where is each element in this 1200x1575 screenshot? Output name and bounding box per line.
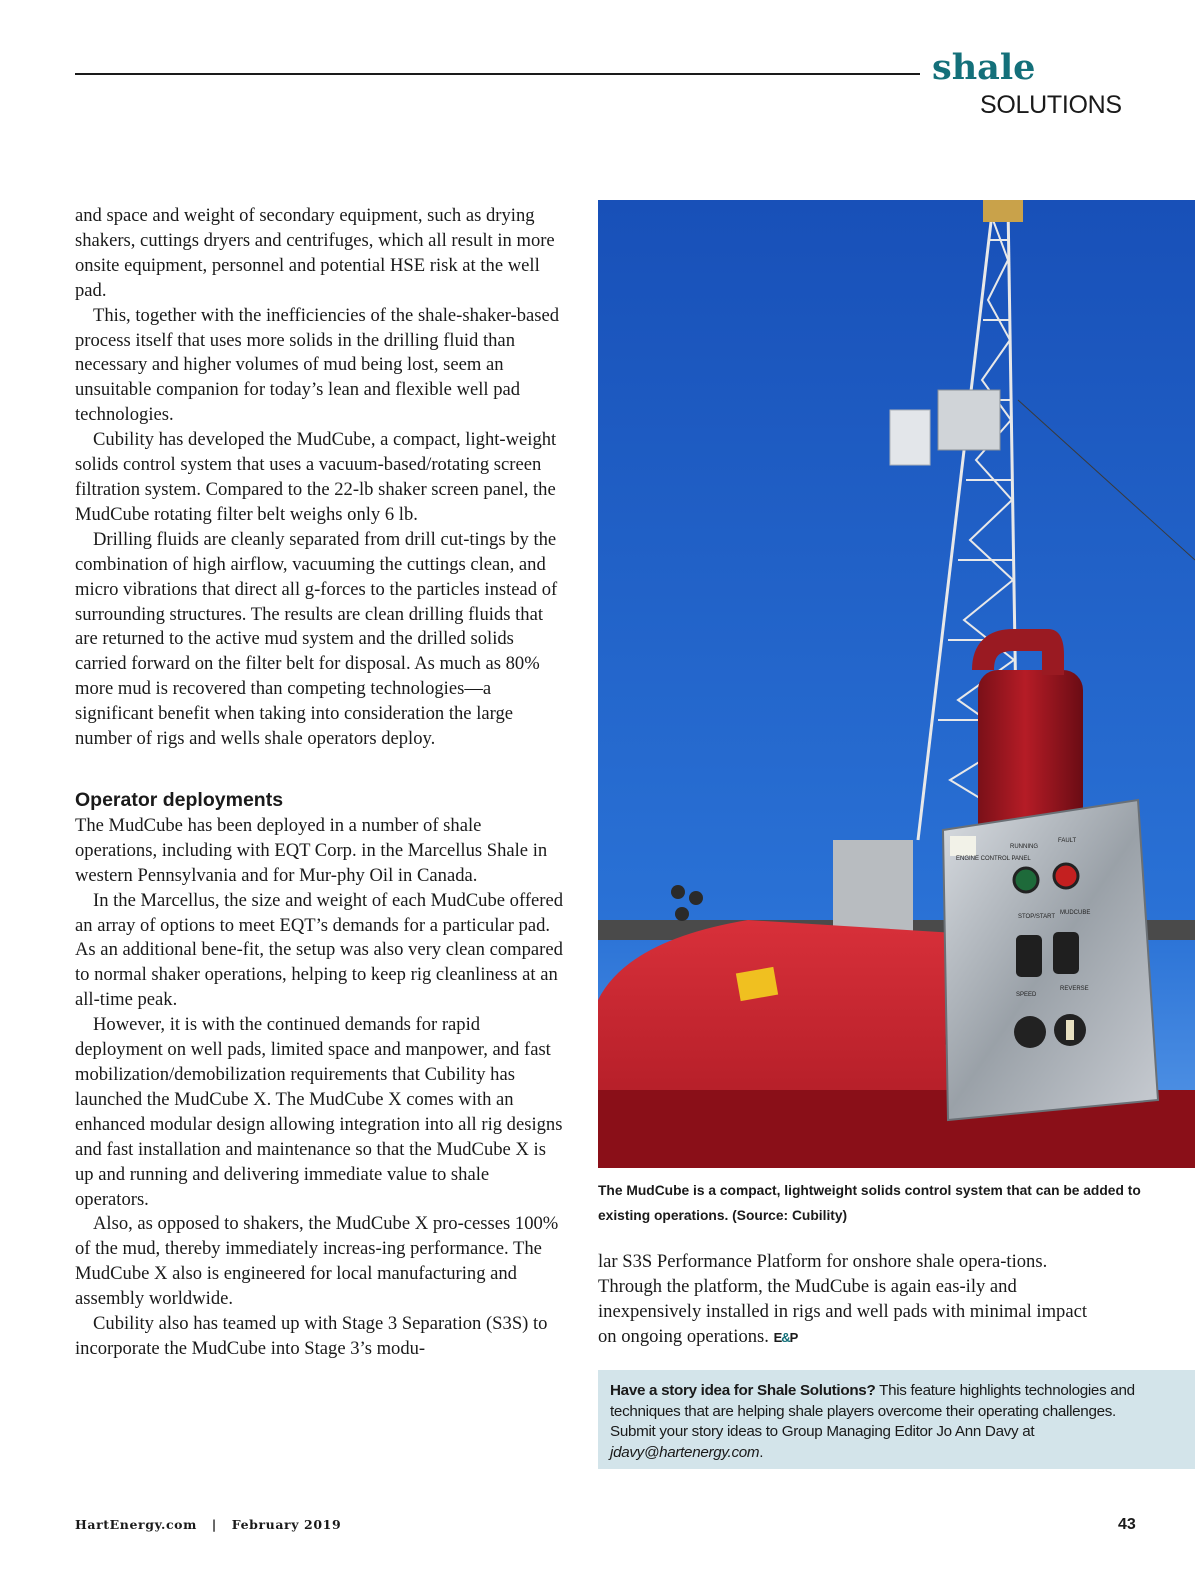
callout-body: This feature highlights technologies and techniques that are helping shale players overcome their operating challenges. Submit your story ideas to Group Managing Editor Jo Ann Davy at xyxy=(610,1382,1135,1440)
panel-label: RUNNING xyxy=(1010,844,1038,850)
header-rule xyxy=(75,73,920,75)
selector-switch-left xyxy=(1016,935,1042,977)
footer-site: HartEnergy.com xyxy=(75,1517,197,1532)
panel-label: REVERSE xyxy=(1060,986,1089,992)
end-mark-logo xyxy=(774,1330,798,1345)
callout-text xyxy=(610,1381,1155,1463)
paragraph: The MudCube has been deployed in a number of shale operations, including with EQT Corp. in the Marcellus Shale in western Pennsylvania and for Mur-phy Oil in Canada. xyxy=(75,814,548,886)
red-indicator-light xyxy=(1054,864,1078,888)
doghouse-box xyxy=(890,410,930,465)
panel-label: MUDCUBE xyxy=(1060,910,1091,916)
paragraph: However, it is with the continued demands for rapid deployment on well pads, limited space and manpower, and fast mobilization/demobilization requirements that Cubility has launched the MudCube X. The MudCube X comes with an enhanced modular design allowing integration into all rig designs and fast installation and maintenance so that the MudCube X is up and running and delivering immediate value to shale operators. xyxy=(75,1014,563,1210)
page-number: 43 xyxy=(1118,1516,1136,1533)
selector-switch-right xyxy=(1053,932,1079,974)
editor-email-link[interactable]: jdavy@hartenergy.com xyxy=(610,1443,760,1461)
end-mark-p: P xyxy=(789,1329,798,1345)
footer-date: February 2019 xyxy=(231,1517,342,1532)
figure-caption: The MudCube is a compact, lightweight solids control system that can be added to existing operations. (Source: Cubility) xyxy=(598,1183,1141,1223)
section-heading: Operator deployments xyxy=(75,788,284,811)
speed-knob xyxy=(1014,1016,1046,1048)
panel-label-bg xyxy=(950,836,976,856)
section-subtitle: SOLUTIONS xyxy=(980,91,1122,119)
callout-lead: Have a story idea for Shale Solutions? xyxy=(610,1382,876,1399)
key-slot xyxy=(1066,1020,1074,1040)
mudcube-photo xyxy=(598,200,1195,1168)
footer xyxy=(75,1517,341,1532)
section-title: shale xyxy=(932,47,1036,88)
paragraph: This, together with the inefficiencies of the shale-shaker-based process itself that uses more solids in the drilling fluid than necessary and higher volumes of mud being lost, seem an unsuitable companion for today’s lean and flexible well pad technologies. xyxy=(75,304,560,426)
panel-label: FAULT xyxy=(1058,838,1077,844)
end-mark-amp: & xyxy=(781,1329,790,1345)
paragraph: Drilling fluids are cleanly separated from drill cut-tings by the combination of high airflow, vacuuming the cuttings clean, and micro vibrations that direct all g-forces to the particles instead of surrounding structures. The results are clean drilling fluids that are returned to the active mud system and the drilled solids carried forward on the filter belt for disposal. As much as 80% more mud is recovered than competing technologies—a significant benefit when taking into consideration the large number of rigs and wells shale operators deploy. xyxy=(75,528,558,750)
body-text-before xyxy=(75,204,565,752)
paragraph xyxy=(598,1250,1088,1351)
paragraph: and space and weight of secondary equipment, such as drying shakers, cuttings dryers and centrifuges, which all result in more onsite equipment, personnel and potential HSE risk at the well pad. xyxy=(75,205,555,301)
tower-platform xyxy=(938,390,1000,450)
story-idea-callout xyxy=(598,1370,1195,1469)
left-column xyxy=(75,204,565,1362)
paragraph: Cubility also has teamed up with Stage 3 Separation (S3S) to incorporate the MudCube into Stage 3’s modu- xyxy=(75,1313,548,1359)
footer-separator: | xyxy=(211,1517,217,1532)
paragraph-text: lar S3S Performance Platform for onshore shale opera-tions. Through the platform, the MudCube is again eas-ily and inexpensively installed in rigs and well pads with minimal impact on ongoing operations. xyxy=(598,1251,1088,1347)
paragraph: Cubility has developed the MudCube, a compact, light-weight solids control system that uses a vacuum-based/rotating screen filtration system. Compared to the 22-lb shaker screen panel, the MudCube rotating filter belt weighs only 6 lb. xyxy=(75,429,557,525)
callout-end: . xyxy=(759,1443,764,1461)
paragraph: In the Marcellus, the size and weight of each MudCube offered an array of options to meet EQT’s demands for a particular pad. As an additional bene-fit, the setup was also very clean compared to normal shaker operations, helping to keep rig cleanliness at an all-time peak. xyxy=(75,889,564,1011)
panel-label: STOP/START xyxy=(1018,914,1056,920)
paragraph: Also, as opposed to shakers, the MudCube X pro-cesses 100% of the mud, thereby immediately increas-ing performance. The MudCube X also is engineered for local manufacturing and assembly worldwide. xyxy=(75,1213,559,1310)
crown-block xyxy=(983,200,1023,222)
end-mark-e: E xyxy=(773,1329,782,1345)
body-text-after xyxy=(75,814,565,1362)
panel-label: ENGINE CONTROL PANEL xyxy=(956,856,1031,862)
panel-label: SPEED xyxy=(1016,992,1037,998)
right-column xyxy=(598,1250,1088,1351)
green-indicator-light xyxy=(1014,868,1038,892)
rig-illustration xyxy=(598,200,1195,1168)
